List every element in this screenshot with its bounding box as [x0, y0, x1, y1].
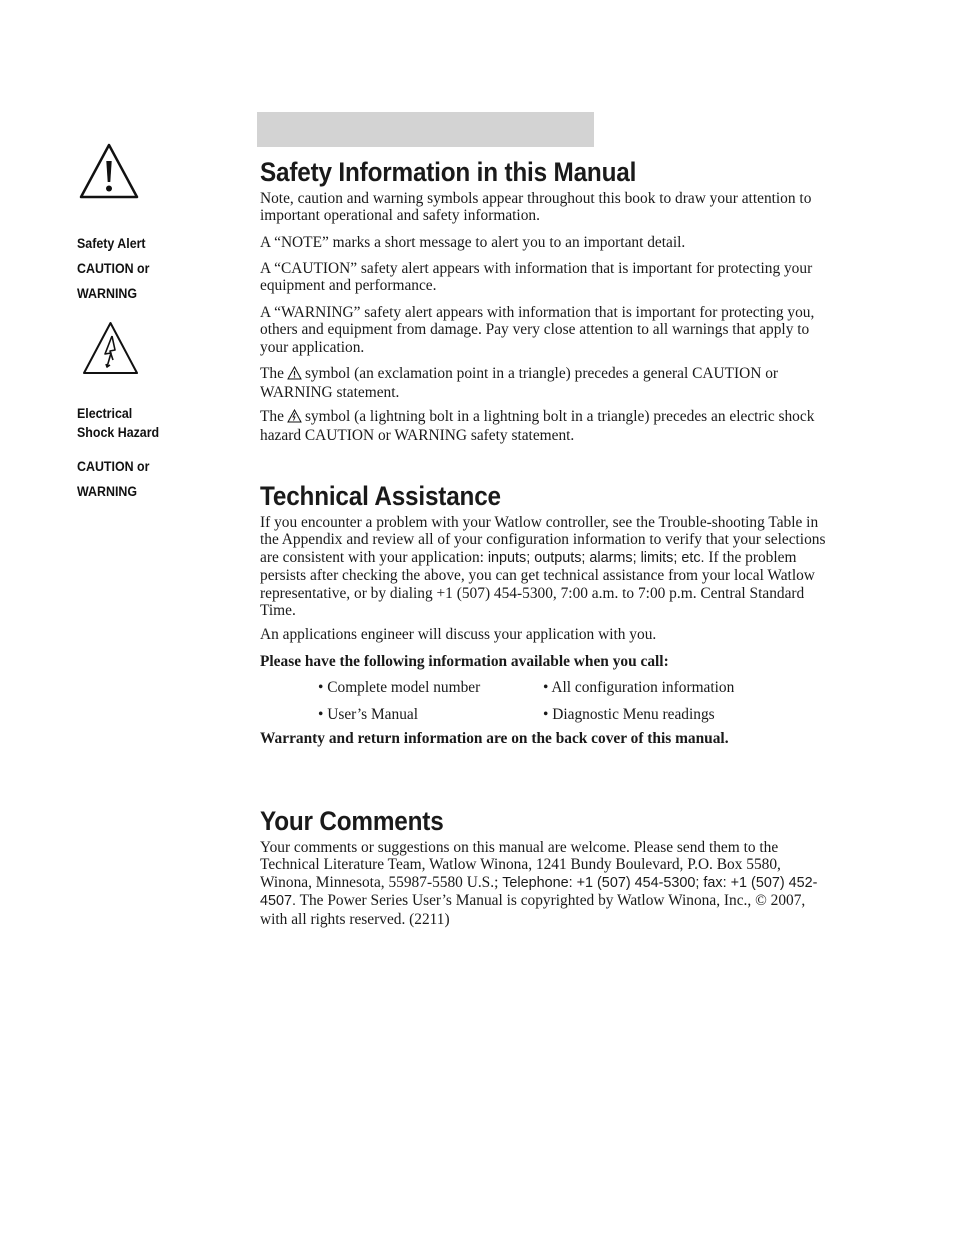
shock-label-1: Electrical: [77, 406, 133, 421]
safety-paragraph-6: [260, 408, 835, 445]
comments-p1-a: Your comments or suggestions on this manual are welcome. Please send them to the Technical Literature Team, Watlow Winona, 1241 Bundy Boulevard, P.O. Box 5580, Winona, Minnesota, 55987-5580 U.S.;: [260, 839, 781, 891]
safety-alert-type-1: CAUTION or: [77, 261, 150, 276]
tech-paragraph-2: An applications engineer will discuss your application with you.: [260, 626, 657, 643]
safety-paragraph-5: [260, 365, 835, 402]
safety-alert-type-2: WARNING: [77, 286, 138, 301]
safety-p6-post: symbol (a lightning bolt in a lightning bolt in a triangle) precedes an electric shock hazard CAUTION or WARNING safety statement.: [260, 408, 815, 445]
safety-title: Safety Information in this Manual: [260, 157, 637, 187]
exclamation-triangle-icon: [287, 366, 302, 384]
exclamation-triangle-icon: [78, 142, 140, 205]
tech-title: Technical Assistance: [260, 481, 501, 511]
bullet-model-number: • Complete model number: [318, 679, 481, 696]
shock-type-2: WARNING: [77, 484, 138, 499]
comments-p1-c: The Power Series User’s Manual is copyrighted by Watlow Winona, Inc., © 2007, with all rights reserved. (2211): [260, 892, 806, 928]
bullet-diagnostic-menu: • Diagnostic Menu readings: [543, 706, 715, 723]
comments-paragraph: [260, 839, 835, 928]
tech-p1-a: If you encounter a problem with your Watlow controller, see the Trouble-shooting Table in the Appendix and review all of your configuration information to verify that your selections are consistent with your application:: [260, 514, 826, 566]
lightning-triangle-icon: [287, 409, 302, 427]
tech-paragraph-4: Warranty and return information are on the back cover of this manual.: [260, 730, 729, 747]
tech-p1-b: inputs; outputs; alarms; limits; etc.: [487, 549, 705, 566]
safety-paragraph-3: A “CAUTION” safety alert appears with information that is important for protecting your equipment and performance.: [260, 260, 813, 295]
safety-p5-pre: The: [260, 365, 284, 382]
comments-p1-b: Telephone: +1 (507) 454-5300; fax: +1 (507) 452-4507.: [260, 874, 818, 910]
safety-p6-pre: The: [260, 408, 284, 425]
safety-paragraph-4: A “WARNING” safety alert appears with information that is important for protecting you, others and equipment from damage. Pay very close attention to all warnings that apply to your application.: [260, 304, 815, 356]
comments-title: Your Comments: [260, 806, 444, 836]
safety-paragraph-1: Note, caution and warning symbols appear throughout this book to draw your attention to important operational and safety information.: [260, 190, 812, 225]
tech-paragraph-1: [260, 514, 835, 619]
safety-p5-post: symbol (an exclamation point in a triangle) precedes a general CAUTION or WARNING statement.: [260, 365, 779, 402]
shock-label-2: Shock Hazard: [77, 425, 160, 440]
bullet-users-manual: • User’s Manual: [318, 706, 418, 723]
tech-p1-c: If the problem persists after checking the above, you can get technical assistance from your local Watlow representative, or by dialing +1 (507) 454-5300, 7:00 a.m. to 7:00 p.m. Central Standard Time.: [260, 548, 815, 620]
shock-type-1: CAUTION or: [77, 459, 150, 474]
safety-alert-label: Safety Alert: [77, 236, 146, 251]
bullet-configuration: • All configuration information: [543, 679, 735, 696]
tech-paragraph-3: Please have the following information available when you call:: [260, 653, 669, 670]
lightning-triangle-icon: [81, 320, 140, 381]
header-bar: [257, 112, 594, 147]
safety-paragraph-2: A “NOTE” marks a short message to alert you to an important detail.: [260, 234, 686, 251]
